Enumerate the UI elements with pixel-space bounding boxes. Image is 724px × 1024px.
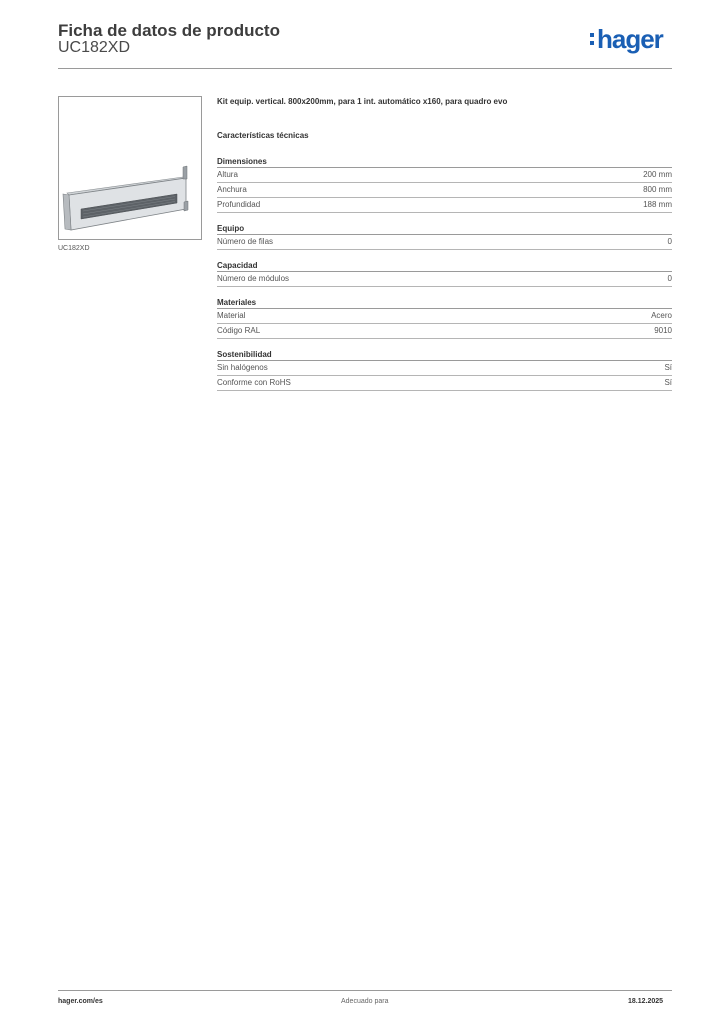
spec-label: Material: [217, 311, 246, 320]
header-divider: [58, 68, 672, 69]
hager-logo: [590, 26, 676, 58]
spec-section: [217, 223, 672, 250]
section-title: Equipo: [217, 223, 672, 235]
spec-value: 200 mm: [643, 170, 672, 179]
spec-label: Anchura: [217, 185, 247, 194]
spec-row: [217, 309, 672, 324]
spec-section: [217, 260, 672, 287]
section-title: Dimensiones: [217, 156, 672, 168]
spec-value: 800 mm: [643, 185, 672, 194]
product-illustration-icon: [59, 97, 201, 239]
section-title: Capacidad: [217, 260, 672, 272]
spec-label: Sin halógenos: [217, 363, 268, 372]
spec-label: Número de filas: [217, 237, 274, 246]
spec-section: [217, 156, 672, 213]
spec-label: Código RAL: [217, 326, 261, 335]
section-title: Sostenibilidad: [217, 349, 672, 361]
spec-label: Altura: [217, 170, 238, 179]
image-caption: UC182XD: [58, 245, 90, 252]
product-description: Kit equip. vertical. 800x200mm, para 1 int. automático x160, para quadro evo: [217, 97, 508, 106]
section-title: Materiales: [217, 297, 672, 309]
footer-date: 18.12.2025: [628, 998, 664, 1005]
spec-row: [217, 376, 672, 391]
spec-row: [217, 235, 672, 250]
spec-row: [217, 272, 672, 287]
spec-section: [217, 297, 672, 339]
spec-section: [217, 349, 672, 391]
spec-sections: [217, 156, 672, 401]
footer-website[interactable]: hager.com/es: [58, 998, 103, 1005]
spec-value: Sí: [664, 378, 672, 387]
footer-middle: Adecuado para: [341, 998, 389, 1005]
footer-divider: [58, 990, 672, 991]
spec-row: [217, 183, 672, 198]
spec-value: 0: [667, 237, 672, 246]
spec-row: [217, 324, 672, 339]
page-title: Ficha de datos de producto: [58, 21, 280, 40]
spec-value: 9010: [654, 326, 672, 335]
spec-row: [217, 168, 672, 183]
spec-label: Profundidad: [217, 200, 261, 209]
logo-dots-icon: [590, 33, 595, 49]
product-image: [58, 96, 202, 240]
logo-text: hager: [597, 24, 663, 54]
spec-value: 188 mm: [643, 200, 672, 209]
spec-value: Sí: [664, 363, 672, 372]
tech-heading: Características técnicas: [217, 131, 309, 140]
spec-row: [217, 361, 672, 376]
spec-label: Número de módulos: [217, 274, 290, 283]
product-code: UC182XD: [58, 39, 131, 56]
spec-value: 0: [667, 274, 672, 283]
spec-label: Conforme con RoHS: [217, 378, 291, 387]
spec-row: [217, 198, 672, 213]
spec-value: Acero: [651, 311, 672, 320]
